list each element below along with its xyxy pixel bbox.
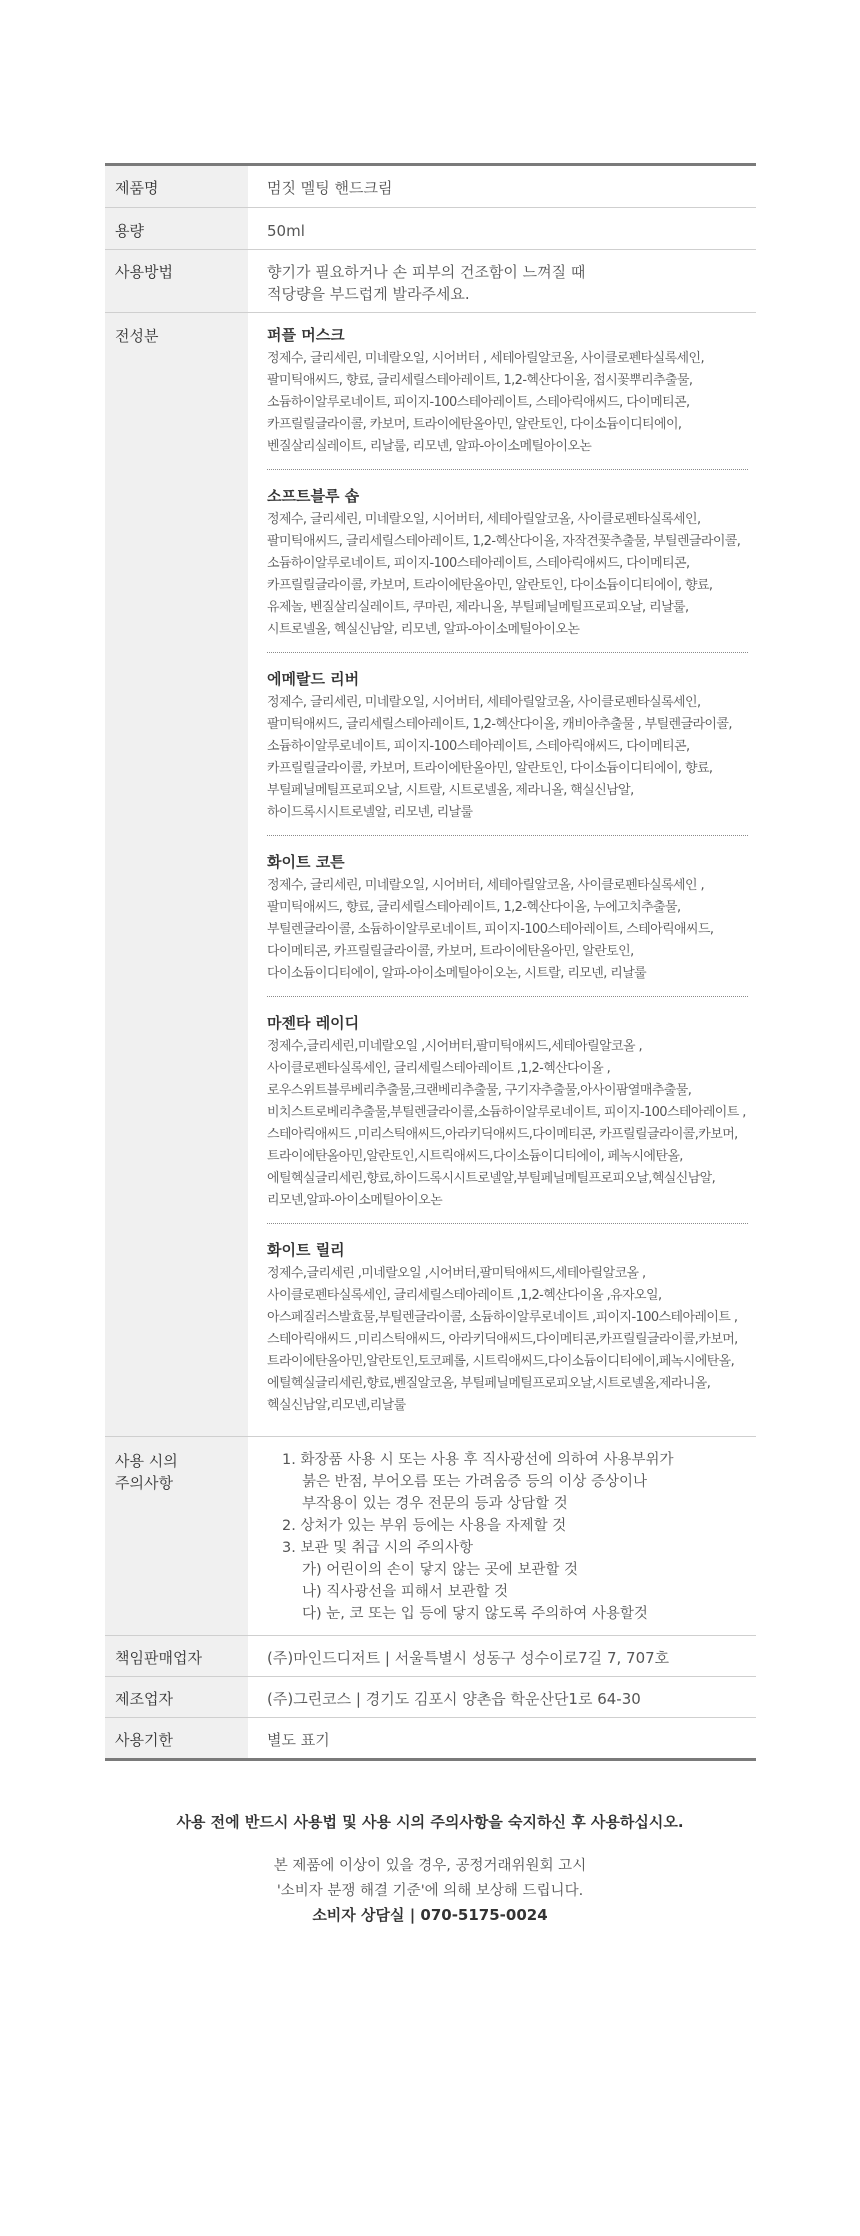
caution-item: 붉은 반점, 부어오름 또는 가려움증 등의 이상 증상이나 — [302, 1474, 648, 1490]
ingredient-text: 정제수,글리세린 ,미네랄오일 ,시어버터,팔미틱애씨드,세테아릴알코올 ,사이클로펜타실록세인, 글리세릴스테아레이트 ,1,2-헥산다이올 ,유자오일,아스페질러스발효물,부틸렌글라이콜, 소듐하이알루로네이트 ,피이지-100스테아레이트 ,스테아릭애씨드 ,미리스틱애씨드, 아라키딕애씨드,다이메티콘,카프릴릴글라이콜,카보머,트라이에탄올아민,알란토인,토코페롤, 시트릭애씨드,다이소듐이디티에이,페녹시에탄올,에틸헥실글리세린,향료,벤질알코올, 부틸페닐메틸프로피오날,시트로넬올,제라니올,헥실신남알,리모넨,리날룰 — [267, 1266, 738, 1413]
usage-notice: 사용 전에 반드시 사용법 및 사용 시의 주의사항을 숙지하신 후 사용하십시오. — [176, 1813, 684, 1831]
usage-line: 적당량을 부드럽게 발라주세요. — [267, 285, 470, 303]
usage-value — [248, 250, 756, 312]
caution-item: 다) 눈, 코 또는 입 등에 닿지 않도록 주의하여 사용할것 — [302, 1606, 648, 1622]
usage-label: 사용방법 — [105, 250, 248, 312]
customer-service-contact: 소비자 상담실 | 070-5175-0024 — [312, 1906, 548, 1924]
caution-item: 1. 화장품 사용 시 또는 사용 후 직사광선에 의하여 사용부위가 — [282, 1452, 674, 1468]
row-ingredients — [105, 313, 756, 1437]
caution-label-line: 사용 시의 — [115, 1452, 178, 1470]
maker-value: (주)그린코스 | 경기도 김포시 양촌읍 학운산단1로 64-30 — [267, 1690, 641, 1708]
ingredient-block-magenta-lady — [267, 996, 748, 1223]
caution-item: 나) 직사광선을 피해서 보관할 것 — [302, 1584, 509, 1600]
ingredient-name: 소프트블루 솝 — [267, 487, 360, 505]
ingredient-text: 정제수,글리세린,미네랄오일 ,시어버터,팔미틱애씨드,세테아릴알코올 ,사이클로펜타실록세인, 글리세릴스테아레이트 ,1,2-헥산다이올 ,로우스위트블루베리추출물,크랜베리추출물, 구기자추출물,아사이팜열매추출물,비치스트로베리추출물,부틸렌글라이콜,소듐하이알루로네이트, 피이지-100스테아레이트 ,스테아릭애씨드 ,미리스틱애씨드,아라키딕애씨드,다이메티콘, 카프릴릴글라이콜,카보머,트라이에탄올아민,알란토인,시트릭애씨드,다이소듐이디티에이, 페녹시에탄올,에틸헥실글리세린,향료,하이드록시시트로넬알,부틸페닐메틸프로피오날,헥실신남알, 리모넨,알파-아이소메틸아이오논 — [267, 1039, 746, 1208]
volume-value: 50ml — [267, 222, 305, 240]
row-usage — [105, 250, 756, 313]
caution-item: 가) 어린이의 손이 닿지 않는 곳에 보관할 것 — [302, 1562, 579, 1578]
expiry-label: 사용기한 — [105, 1718, 248, 1758]
ingredient-name: 퍼플 머스크 — [267, 326, 345, 344]
caution-item: 부작용이 있는 경우 전문의 등과 상담할 것 — [302, 1496, 568, 1512]
product-name-value: 멈짓 멜팅 핸드크림 — [267, 179, 393, 197]
ingredient-name: 에메랄드 리버 — [267, 670, 360, 688]
product-name-label: 제품명 — [105, 166, 248, 207]
expiry-value: 별도 표기 — [267, 1731, 330, 1749]
usage-line: 향기가 필요하거나 손 피부의 건조함이 느껴질 때 — [267, 263, 586, 281]
caution-list — [248, 1437, 756, 1635]
ingredient-block-purple-musk — [267, 325, 748, 469]
caution-label — [105, 1437, 248, 1635]
ingredient-block-softblue-soap — [267, 469, 748, 652]
dispute-notice-line: 본 제품에 이상이 있을 경우, 공정거래위원회 고시 — [273, 1858, 587, 1874]
ingredients-label: 전성분 — [105, 313, 248, 1436]
seller-value: (주)마인드디저트 | 서울특별시 성동구 성수이로7길 7, 707호 — [267, 1649, 670, 1667]
ingredient-block-white-cotton — [267, 835, 748, 996]
ingredient-name: 화이트 릴리 — [267, 1241, 345, 1259]
ingredient-block-white-lily — [267, 1223, 748, 1428]
ingredient-name: 화이트 코튼 — [267, 853, 345, 871]
seller-label: 책임판매업자 — [105, 1636, 248, 1676]
ingredient-text: 정제수, 글리세린, 미네랄오일, 시어버터 , 세테아릴알코올, 사이클로펜타실록세인, 팔미틱애씨드, 향료, 글리세릴스테아레이트, 1,2-헥산다이올, 접시꽃뿌리추출물, 소듐하이알루로네이트, 피이지-100스테아레이트, 스테아릭애씨드, 다이메티콘, 카프릴릴글라이콜, 카보머, 트라이에탄올아민, 알란토인, 다이소듐이디티에이, 벤질살리실레이트, 리날룰, 리모넨, 알파-아이소메틸아이오논 — [267, 351, 705, 454]
row-caution — [105, 1437, 756, 1636]
caution-item: 3. 보관 및 취급 시의 주의사항 — [282, 1540, 473, 1556]
ingredient-text: 정제수, 글리세린, 미네랄오일, 시어버터, 세테아릴알코올, 사이클로펜타실록세인, 팔미틱애씨드, 글리세릴스테아레이트, 1,2-헥산다이올, 자작견꽃추출물, 부틸렌글라이콜, 소듐하이알루로네이트, 피이지-100스테아레이트, 스테아릭애씨드, 다이메티콘, 카프릴릴글라이콜, 카보머, 트라이에탄올아민, 알란토인, 다이소듐이디티에이, 향료, 유제놀, 벤질살리실레이트, 쿠마린, 제라니올, 부틸페닐메틸프로피오날, 리날룰, 시트로넬올, 헥실신남알, 리모넨, 알파-아이소메틸아이오논 — [267, 512, 741, 637]
row-product-name — [105, 166, 756, 208]
ingredient-text: 정제수, 글리세린, 미네랄오일, 시어버터, 세테아릴알코올, 사이클로펜타실록세인 , 팔미틱애씨드, 향료, 글리세릴스테아레이트, 1,2-헥산다이올, 누에고치추출물, 부틸렌글라이콜, 소듐하이알루로네이트, 피이지-100스테아레이트, 스테아릭애씨드, 다이메티콘, 카프릴릴글라이콜, 카보머, 트라이에탄올아민, 알란토인, 다이소듐이디티에이, 알파-아이소메틸아이오논, 시트랄, 리모넨, 리날룰 — [267, 878, 714, 981]
maker-label: 제조업자 — [105, 1677, 248, 1717]
volume-label: 용량 — [105, 208, 248, 249]
ingredient-block-emerald-river — [267, 652, 748, 835]
caution-label-line: 주의사항 — [115, 1474, 173, 1492]
row-seller — [105, 1636, 756, 1677]
product-info-table — [105, 163, 756, 1761]
ingredient-text: 정제수, 글리세린, 미네랄오일, 시어버터, 세테아릴알코올, 사이클로펜타실록세인, 팔미틱애씨드, 글리세릴스테아레이트, 1,2-헥산다이올, 캐비아추출물 , 부틸렌글라이콜, 소듐하이알루로네이트, 피이지-100스테아레이트, 스테아릭애씨드, 다이메티콘, 카프릴릴글라이콜, 카보머, 트라이에탄올아민, 알란토인, 다이소듐이디티에이, 향료, 부틸페닐메틸프로피오날, 시트랄, 시트로넬올, 제라니올, 핵실신남알, 하이드록시시트로넬알, 리모넨, 리날룰 — [267, 695, 732, 820]
row-volume — [105, 208, 756, 250]
row-expiry — [105, 1718, 756, 1758]
caution-item: 2. 상처가 있는 부위 등에는 사용을 자제할 것 — [282, 1518, 567, 1534]
ingredient-name: 마젠타 레이디 — [267, 1014, 360, 1032]
dispute-notice-line: '소비자 분쟁 해결 기준'에 의해 보상해 드립니다. — [276, 1883, 584, 1899]
ingredients-list — [248, 313, 756, 1436]
row-maker — [105, 1677, 756, 1718]
